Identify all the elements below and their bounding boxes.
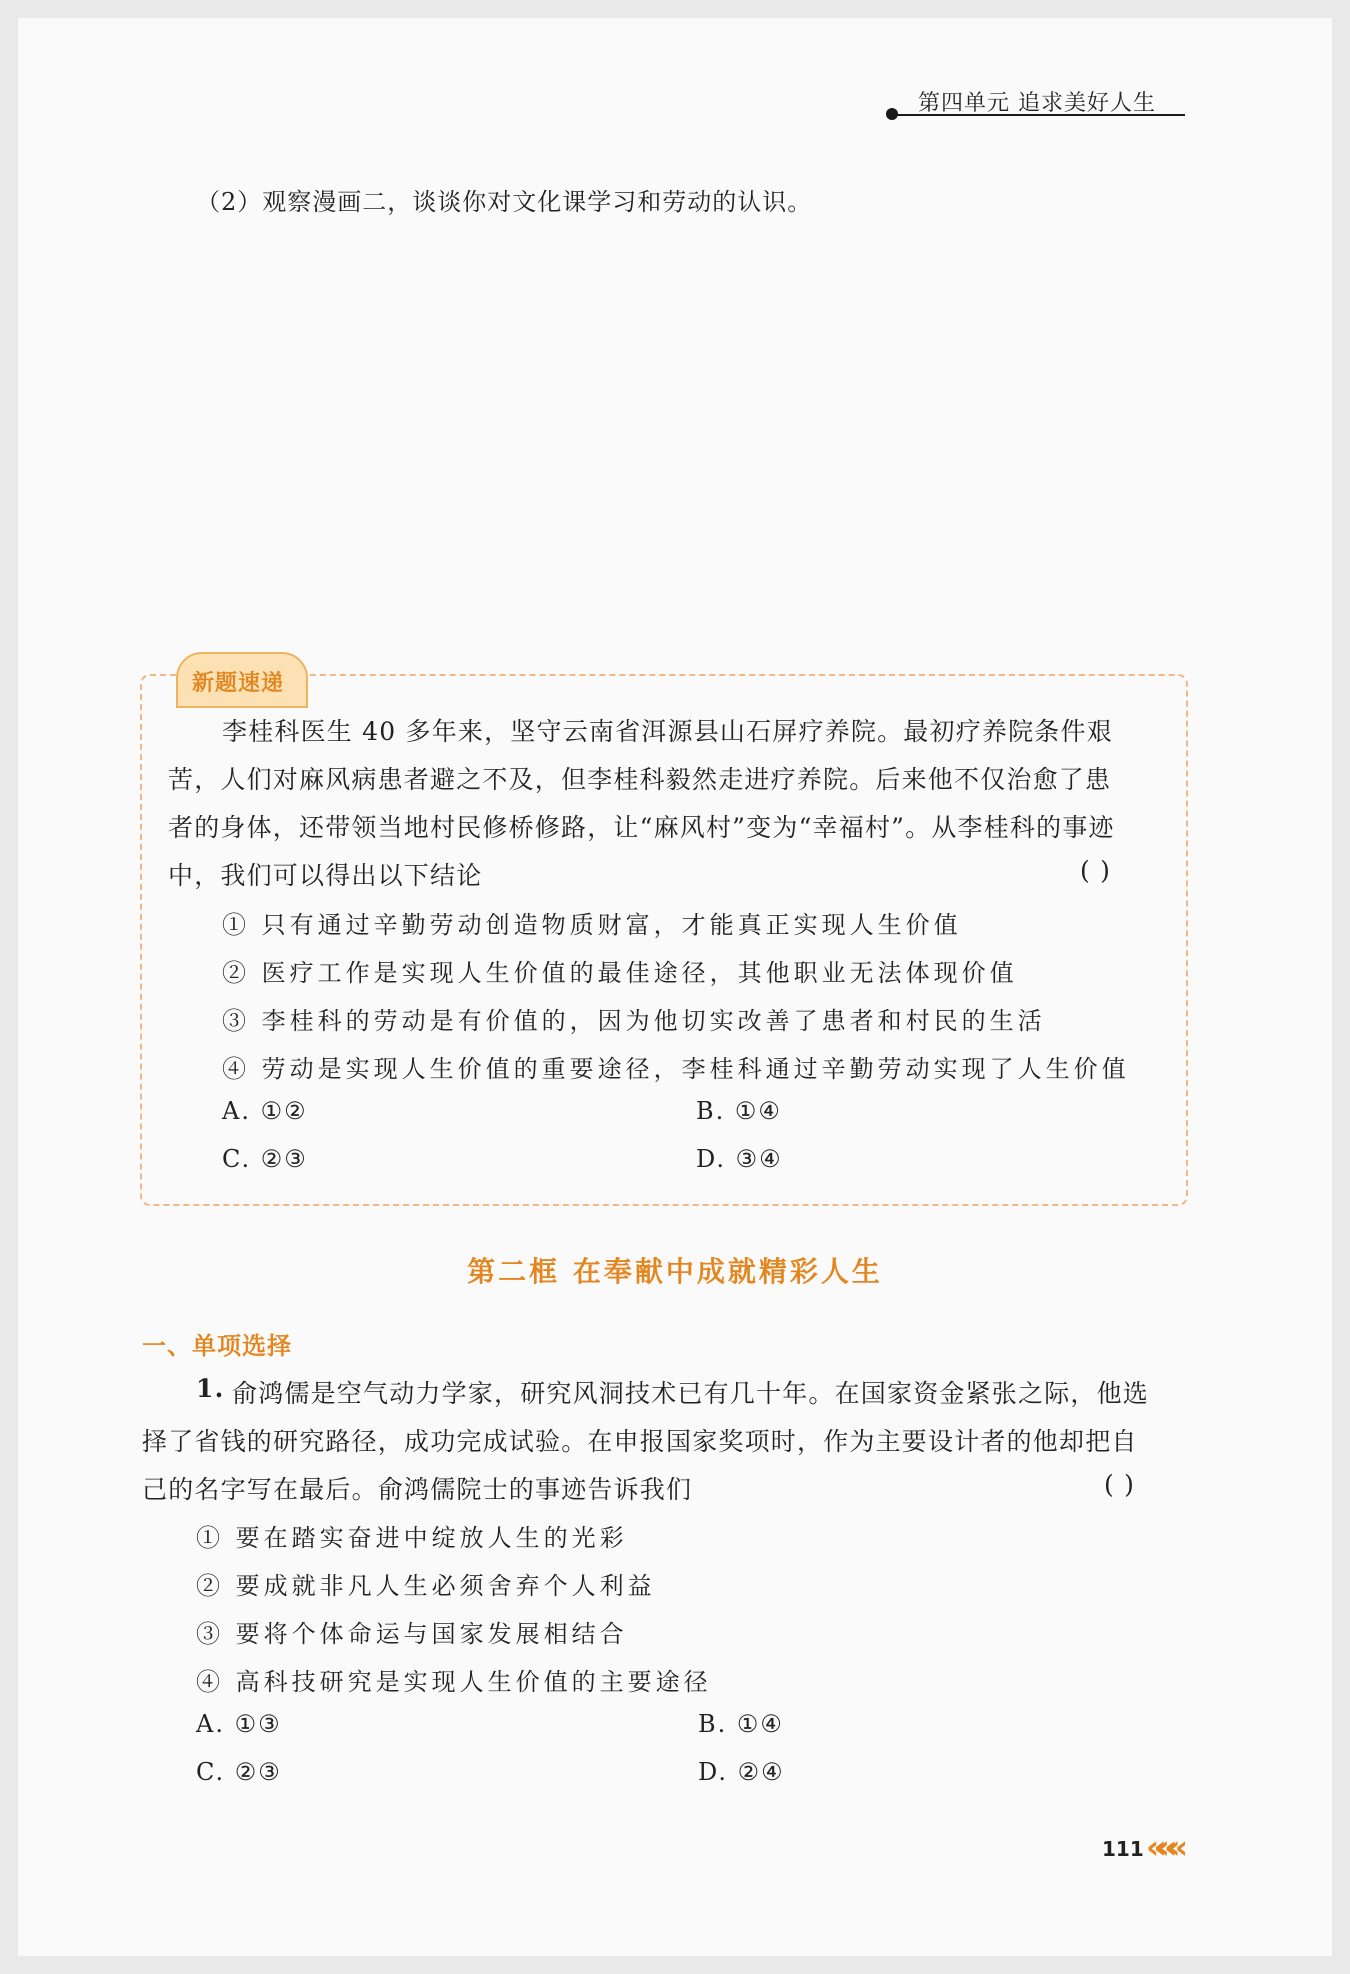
page-number: 111 xyxy=(1102,1837,1144,1861)
option-item: ③ 李桂科的劳动是有价值的，因为他切实改善了患者和村民的生活 xyxy=(222,1007,1046,1035)
option-item: ② 医疗工作是实现人生价值的最佳途径，其他职业无法体现价值 xyxy=(222,959,1018,987)
option-item: ① 要在踏实奋进中绽放人生的光彩 xyxy=(196,1524,628,1552)
option-item: ④ 劳动是实现人生价值的重要途径，李桂科通过辛勤劳动实现了人生价值 xyxy=(222,1055,1130,1083)
new-topic-box xyxy=(140,674,1188,1206)
new-topic-para-line: 李桂科医生 40 多年来，坚守云南省洱源县山石屏疗养院。最初疗养院条件艰 xyxy=(222,717,1113,746)
subsection-title: 一、单项选择 xyxy=(142,1332,292,1360)
new-topic-para-line: 者的身体，还带领当地村民修桥修路，让“麻风村”变为“幸福村”。从李桂科的事迹 xyxy=(168,813,1115,842)
question-2: （2）观察漫画二，谈谈你对文化课学习和劳动的认识。 xyxy=(196,188,813,216)
answer-bracket: ( ) xyxy=(1104,1470,1136,1499)
answer-choice-d: D. ③④ xyxy=(696,1145,783,1173)
unit-header: 第四单元 追求美好人生 xyxy=(918,91,1156,116)
new-topic-para-line: 苦，人们对麻风病患者避之不及，但李桂科毅然走进疗养院。后来他不仅治愈了患 xyxy=(168,765,1112,794)
new-topic-para-line: 中，我们可以得出以下结论 xyxy=(168,861,483,890)
question-1-number: 1. xyxy=(196,1374,225,1403)
question-1-line: 择了省钱的研究路径，成功完成试验。在申报国家奖项时，作为主要设计者的他却把自 xyxy=(142,1427,1138,1456)
option-item: ③ 要将个体命运与国家发展相结合 xyxy=(196,1620,628,1648)
option-item: ④ 高科技研究是实现人生价值的主要途径 xyxy=(196,1668,712,1696)
new-topic-label: 新题速递 xyxy=(192,671,285,696)
answer-choice-a: A. ①③ xyxy=(196,1710,282,1738)
question-1-line: 己的名字写在最后。俞鸿儒院士的事迹告诉我们 xyxy=(142,1475,693,1504)
answer-choice-d: D. ②④ xyxy=(698,1758,785,1786)
answer-choice-b: B. ①④ xyxy=(696,1097,782,1125)
answer-choice-c: C. ②③ xyxy=(196,1758,282,1786)
question-1-line: 俞鸿儒是空气动力学家，研究风洞技术已有几十年。在国家资金紧张之际，他选 xyxy=(232,1379,1150,1408)
option-item: ② 要成就非凡人生必须舍弃个人利益 xyxy=(196,1572,656,1600)
chevron-left-icon: ««« xyxy=(1146,1828,1179,1866)
option-item: ① 只有通过辛勤劳动创造物质财富，才能真正实现人生价值 xyxy=(222,911,962,939)
section-title: 第二框 在奉献中成就精彩人生 xyxy=(467,1255,883,1288)
answer-bracket: ( ) xyxy=(1080,856,1112,885)
answer-choice-b: B. ①④ xyxy=(698,1710,784,1738)
answer-choice-c: C. ②③ xyxy=(222,1145,308,1173)
answer-choice-a: A. ①② xyxy=(222,1097,308,1125)
